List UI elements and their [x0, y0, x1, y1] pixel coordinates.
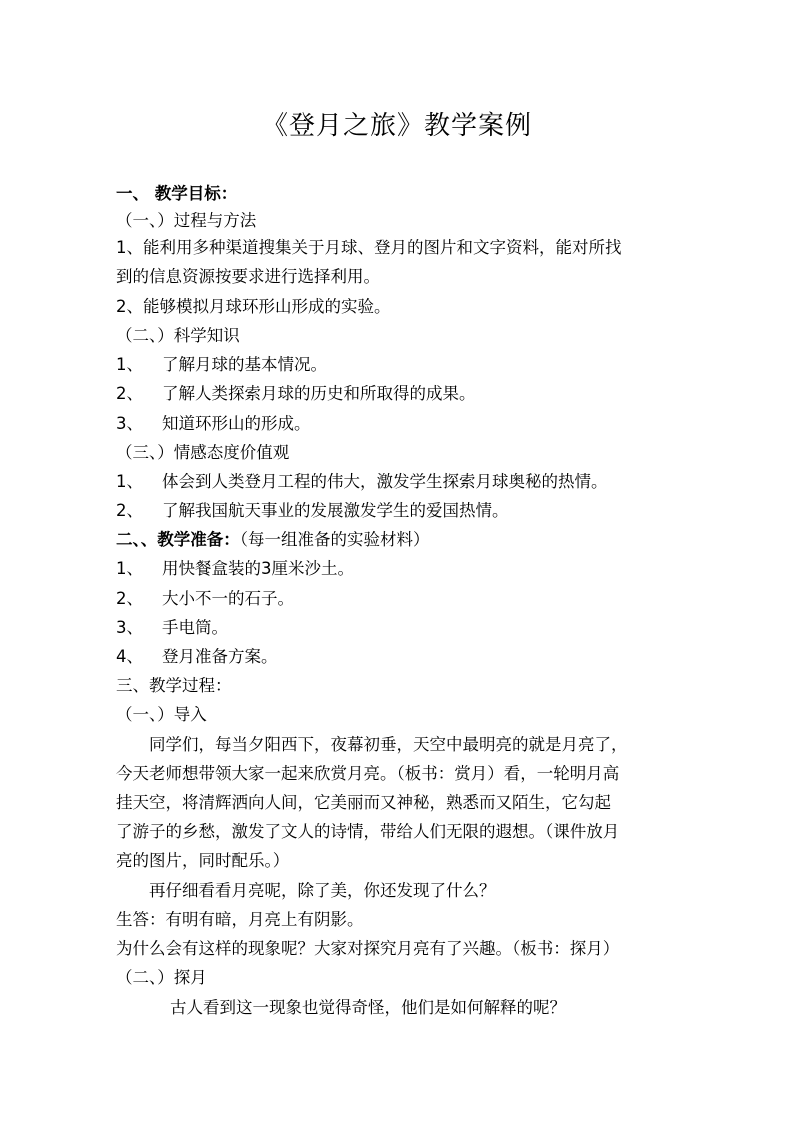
list-item-number: 1、 [116, 472, 143, 491]
list-item [116, 587, 294, 611]
list-item [116, 470, 608, 494]
section-2-heading [116, 528, 430, 552]
paragraph-line: 生答：有明有暗，月亮上有阴影。 [116, 910, 364, 929]
list-item-text: 了解我国航天事业的发展激发学生的爱国热情。 [162, 501, 509, 520]
section-3-subheading-1: （一、）导入 [116, 705, 207, 724]
paragraph-line: 1、能利用多种渠道搜集关于月球、登月的图片和文字资料，能对所找 [116, 238, 622, 257]
list-item-number: 2、 [116, 501, 143, 520]
paragraph-line: 了游子的乡愁，激发了文人的诗情，带给人们无限的遐想。（课件放月 [116, 822, 620, 841]
list-item-text: 手电筒。 [162, 618, 228, 637]
list-item-text: 了解人类探索月球的历史和所取得的成果。 [162, 384, 476, 403]
paragraph-line: 古人看到这一现象也觉得奇怪，他们是如何解释的呢？ [170, 998, 566, 1017]
list-item [116, 499, 509, 523]
list-item-number: 3、 [116, 618, 143, 637]
list-item-text: 用快餐盒装的3厘米沙土。 [162, 559, 354, 578]
list-item-number: 2、 [116, 589, 143, 608]
section-1-subheading-2: （二、）科学知识 [116, 326, 240, 345]
paragraph-line: 今天老师想带领大家一起来欣赏月亮。（板书：赏月）看，一轮明月高 [116, 764, 620, 783]
paragraph-line: 再仔细看看月亮呢，除了美，你还发现了什么？ [149, 881, 496, 900]
list-item-text: 了解月球的基本情况。 [162, 355, 327, 374]
section-3-subheading-2: （二、）探月 [116, 968, 207, 987]
document-title: 《登月之旅》教学案例 [261, 111, 532, 141]
paragraph-line: 亮的图片，同时配乐。） [116, 851, 290, 870]
list-item-text: 登月准备方案。 [162, 647, 278, 666]
list-item [116, 412, 311, 436]
section-3-heading: 三、教学过程： [116, 676, 232, 695]
section-2-heading-text: 二、、教学准备： [116, 530, 240, 549]
list-item [116, 645, 278, 669]
list-item-text: 体会到人类登月工程的伟大，激发学生探索月球奥秘的热情。 [162, 472, 608, 491]
list-item-number: 1、 [116, 355, 143, 374]
list-item-text: 知道环形山的形成。 [162, 414, 311, 433]
list-item [116, 382, 476, 406]
section-2-heading-note: （每一组准备的实验材料） [239, 530, 430, 549]
list-item-number: 3、 [116, 414, 143, 433]
paragraph-line: 2、能够模拟月球环形山形成的实验。 [116, 297, 391, 316]
paragraph-line: 到的信息资源按要求进行选择利用。 [116, 267, 380, 286]
section-1-heading: 一、 教学目标： [116, 184, 238, 203]
list-item-number: 1、 [116, 559, 143, 578]
list-item [116, 353, 327, 377]
list-item-number: 2、 [116, 384, 143, 403]
paragraph-line: 挂天空，将清辉洒向人间，它美丽而又神秘，熟悉而又陌生，它勾起 [116, 793, 611, 812]
list-item-text: 大小不一的石子。 [162, 589, 294, 608]
list-item [116, 616, 228, 640]
paragraph-line: 为什么会有这样的现象呢？大家对探究月亮有了兴趣。（板书：探月） [116, 939, 620, 958]
paragraph-line: 同学们，每当夕阳西下，夜幕初垂，天空中最明亮的就是月亮了， [149, 735, 628, 754]
section-1-subheading-1: （一、）过程与方法 [116, 211, 257, 230]
section-1-subheading-3: （三、）情感态度价值观 [116, 443, 290, 462]
list-item [116, 557, 354, 581]
list-item-number: 4、 [116, 647, 143, 666]
